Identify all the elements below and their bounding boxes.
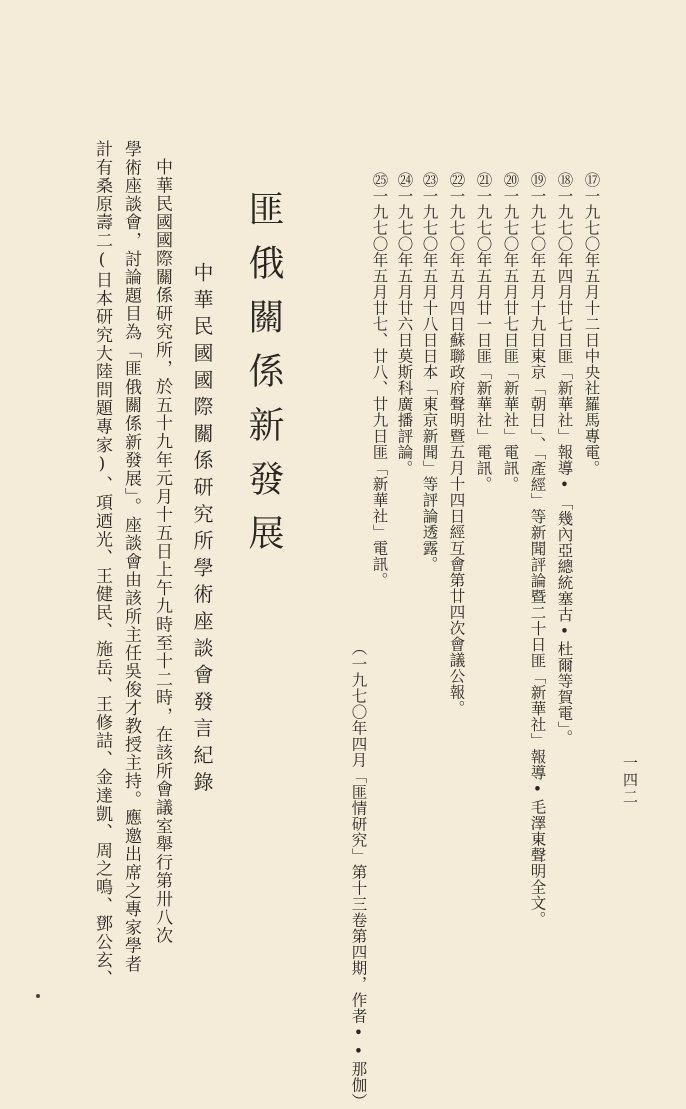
footnote-24: ㉔一九七〇年五月廿六日莫斯科廣播評論。 bbox=[395, 172, 414, 476]
footnote-20: ⑳一九七〇年五月廿七日匪「新華社」電訊。 bbox=[501, 172, 520, 492]
footnote-17: ⑰一九七〇年五月十二日中央社羅馬專電。 bbox=[582, 172, 601, 476]
footnote-23: ㉓一九七〇年五月十八日日本「東京新聞」等評論透露。 bbox=[420, 172, 439, 572]
paragraph-line-2: 學術座談會，討論題目為「匪俄關係新發展」。座談會由該所主任吳俊才教授主持。應邀出席之專家學者 bbox=[121, 140, 141, 974]
article-title: 匪俄關係新發展 bbox=[243, 190, 284, 568]
footnote-18: ⑱一九七〇年四月廿七日匪「新華社」報導•「幾內亞總統塞古•杜爾等賀電」。 bbox=[555, 172, 574, 746]
footnote-21: ㉑一九七〇年五月廿一日匪「新華社」電訊。 bbox=[474, 172, 493, 492]
footnote-19: ⑲一九七〇年五月十九日東京「朝日」、「產經」等新聞評論暨二十日匪「新華社」報導•毛澤東聲明全文。 bbox=[528, 172, 547, 927]
footnote-25: ㉕一九七〇年五月廿七、廿八、廿九日匪「新華社」電訊。 bbox=[370, 172, 389, 588]
source-citation: （一九七〇年四月「匪情研究」第十三卷第四期，作者••那伽） bbox=[349, 640, 368, 1109]
print-speck bbox=[36, 994, 40, 998]
footnote-22: ㉒一九七〇年五月四日蘇聯政府聲明暨五月十四日經互會第廿四次會議公報。 bbox=[447, 172, 466, 716]
page-number: 一四二 bbox=[621, 755, 639, 806]
paragraph-line-3: 計有桑原壽二(日本研究大陸問題專家)、項迺光、王健民、施岳、王修詰、金達凱、周之鳴、鄧公玄、 bbox=[92, 140, 112, 988]
paragraph-line-1: 中華民國國際關係研究所，於五十九年元月十五日上午九時至十二時，在該所會議室舉行第卅八次 bbox=[152, 158, 172, 945]
article-subtitle: 中華民國國際關係研究所學術座談會發言紀錄 bbox=[190, 262, 214, 798]
